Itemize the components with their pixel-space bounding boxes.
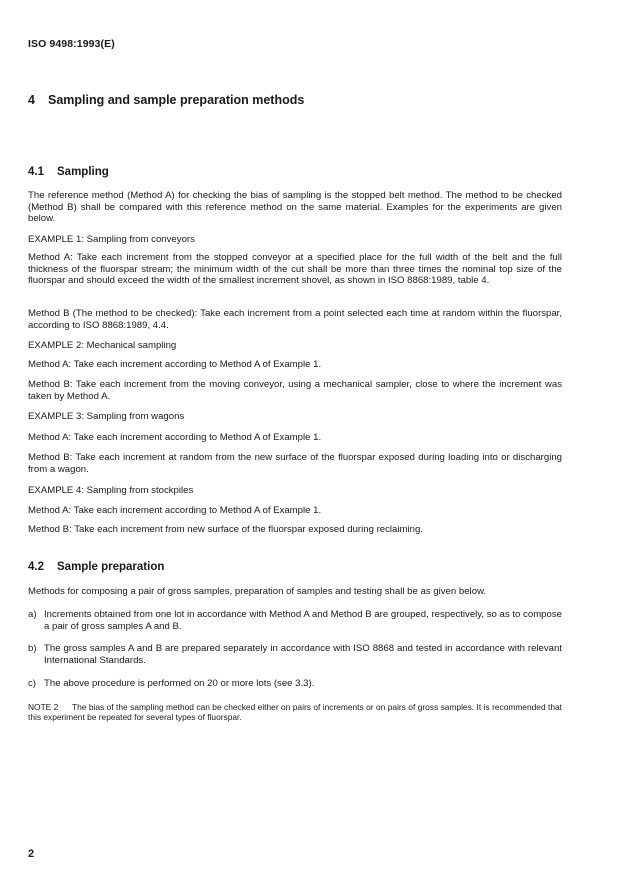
list-item-a-marker: a): [28, 609, 37, 620]
section-4-heading: [28, 93, 304, 107]
list-item-c-text: The above procedure is performed on 20 or more lots (see 3.3).: [44, 678, 315, 689]
example-2-title: EXAMPLE 2: Mechanical sampling: [28, 340, 177, 351]
example-3-title: EXAMPLE 3: Sampling from wagons: [28, 411, 185, 422]
example-1-method-a: Method A: Take each increment from the stopped conveyor at a specified place for the full width of the belt and the full thickness of the fluorspar stream; the minimum width of the cut shall be more than three times the nominal top size of the fluorspar and should exceed the width of the smallest increment shovel, as shown in ISO 8868:1989, table 4.: [28, 252, 562, 287]
standard-id: ISO 9498:1993(E): [28, 38, 115, 50]
sample-preparation-intro: Methods for composing a pair of gross samples, preparation of samples and testing shall be as given below.: [28, 586, 487, 597]
section-4-1-number: 4.1: [28, 166, 44, 178]
list-item-a: [28, 609, 562, 632]
page-number: 2: [28, 848, 35, 860]
list-item-b-marker: b): [28, 643, 37, 654]
example-4-method-a: Method A: Take each increment according to Method A of Example 1.: [28, 505, 322, 516]
list-item-a-text: Increments obtained from one lot in accordance with Method A and Method B are grouped, respectively, so as to compose a pair of gross samples A and B.: [44, 609, 562, 632]
list-item-c: [28, 678, 562, 690]
example-4-title: EXAMPLE 4: Sampling from stockpiles: [28, 485, 194, 496]
sampling-intro: The reference method (Method A) for checking the bias of sampling is the stopped belt method. The method to be checked (Method B) shall be compared with this reference method on the same material. Examples for the experiments are given below.: [28, 190, 562, 225]
section-4-number: 4: [28, 93, 35, 107]
note-2-label: NOTE 2: [28, 702, 59, 712]
example-3-method-a: Method A: Take each increment according to Method A of Example 1.: [28, 432, 322, 443]
example-2-method-a: Method A: Take each increment according to Method A of Example 1.: [28, 359, 322, 370]
list-item-b-text: The gross samples A and B are prepared separately in accordance with ISO 8868 and tested in accordance with relevant International Standards.: [44, 643, 562, 666]
example-1-method-b: Method B (The method to be checked): Take each increment from a point selected each time at random within the fluorspar, according to ISO 8868:1989, 4.4.: [28, 308, 562, 331]
section-4-2-title: Sample preparation: [57, 561, 165, 573]
example-4-method-b: Method B: Take each increment from new surface of the fluorspar exposed during reclaiming.: [28, 524, 423, 535]
section-4-title: Sampling and sample preparation methods: [48, 93, 305, 107]
section-4-1-heading: [28, 166, 109, 178]
example-2-method-b: Method B: Take each increment from the moving conveyor, using a mechanical sampler, close to where the increment was taken by Method A.: [28, 379, 562, 402]
example-3-method-b: Method B: Take each increment at random from the new surface of the fluorspar exposed during loading into or discharging from a wagon.: [28, 452, 562, 475]
example-1-title: EXAMPLE 1: Sampling from conveyors: [28, 234, 195, 245]
list-item-c-marker: c): [28, 678, 36, 689]
note-2: [28, 702, 562, 723]
note-2-text: The bias of the sampling method can be checked either on pairs of increments or on pairs of gross samples. It is recommended that this experiment be repeated for several types of fluorspar.: [28, 702, 562, 723]
section-4-1-title: Sampling: [57, 166, 109, 178]
list-item-b: [28, 643, 562, 666]
section-4-2-heading: [28, 561, 164, 573]
section-4-2-number: 4.2: [28, 561, 44, 573]
